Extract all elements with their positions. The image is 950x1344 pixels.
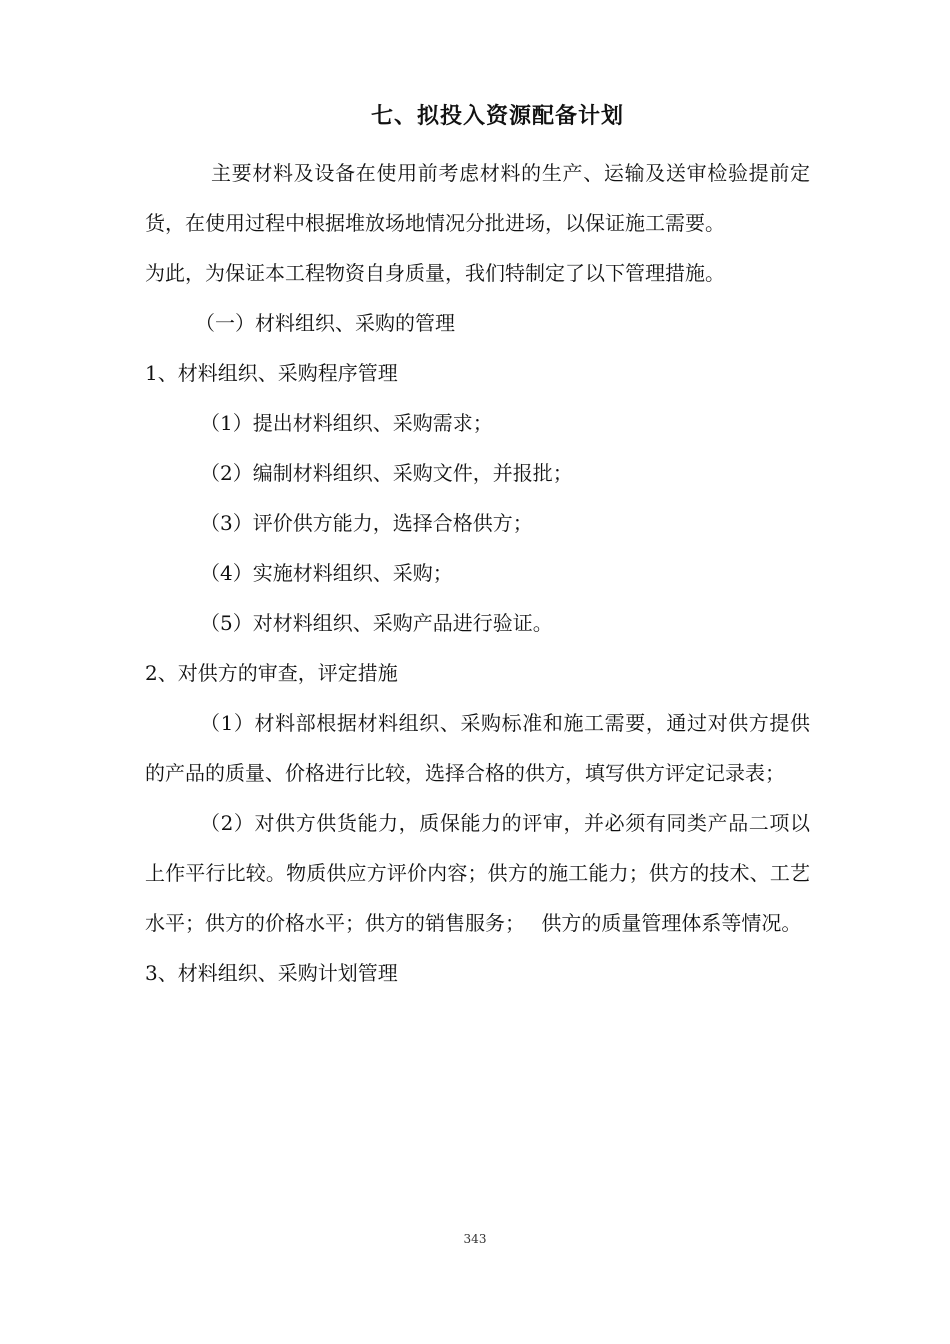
heading-supplier-review: 2、对供方的审查，评定措施 xyxy=(145,661,398,685)
section-title: 七、拟投入资源配备计划 xyxy=(370,104,624,129)
list-item-1: （1）提出材料组织、采购需求； xyxy=(200,411,493,435)
heading-procedure-management: 1、材料组织、采购程序管理 xyxy=(145,361,398,385)
list-item-3: （3）评价供方能力，选择合格供方； xyxy=(200,511,533,535)
heading-material-procurement: （一）材料组织、采购的管理 xyxy=(195,311,455,335)
list-item-5: （5）对材料组织、采购产品进行验证。 xyxy=(200,611,553,635)
heading-procurement-plan: 3、材料组织、采购计划管理 xyxy=(145,961,398,985)
paragraph-measures: 为此，为保证本工程物资自身质量，我们特制定了以下管理措施。 xyxy=(145,261,725,285)
page-number: 343 xyxy=(463,1232,487,1246)
paragraph-supplier-evaluation: （2）对供方供货能力，质保能力的评审，并必须有同类产品二项以上作平行比较。物质供应方评价内容；供方的施工能力；供方的技术、工艺水平；供方的价格水平；供方的销售服务； 供方的质量管理体系等情况。 xyxy=(145,811,810,935)
document-body xyxy=(145,148,810,998)
paragraph-intro: 主要材料及设备在使用前考虑材料的生产、运输及送审检验提前定货，在使用过程中根据堆放场地情况分批进场，以保证施工需要。 xyxy=(145,161,810,235)
list-item-4: （4）实施材料组织、采购； xyxy=(200,561,453,585)
list-item-2: （2）编制材料组织、采购文件，并报批； xyxy=(200,461,573,485)
paragraph-supplier-selection: （1）材料部根据材料组织、采购标准和施工需要，通过对供方提供的产品的质量、价格进行比较，选择合格的供方，填写供方评定记录表； xyxy=(145,711,810,785)
